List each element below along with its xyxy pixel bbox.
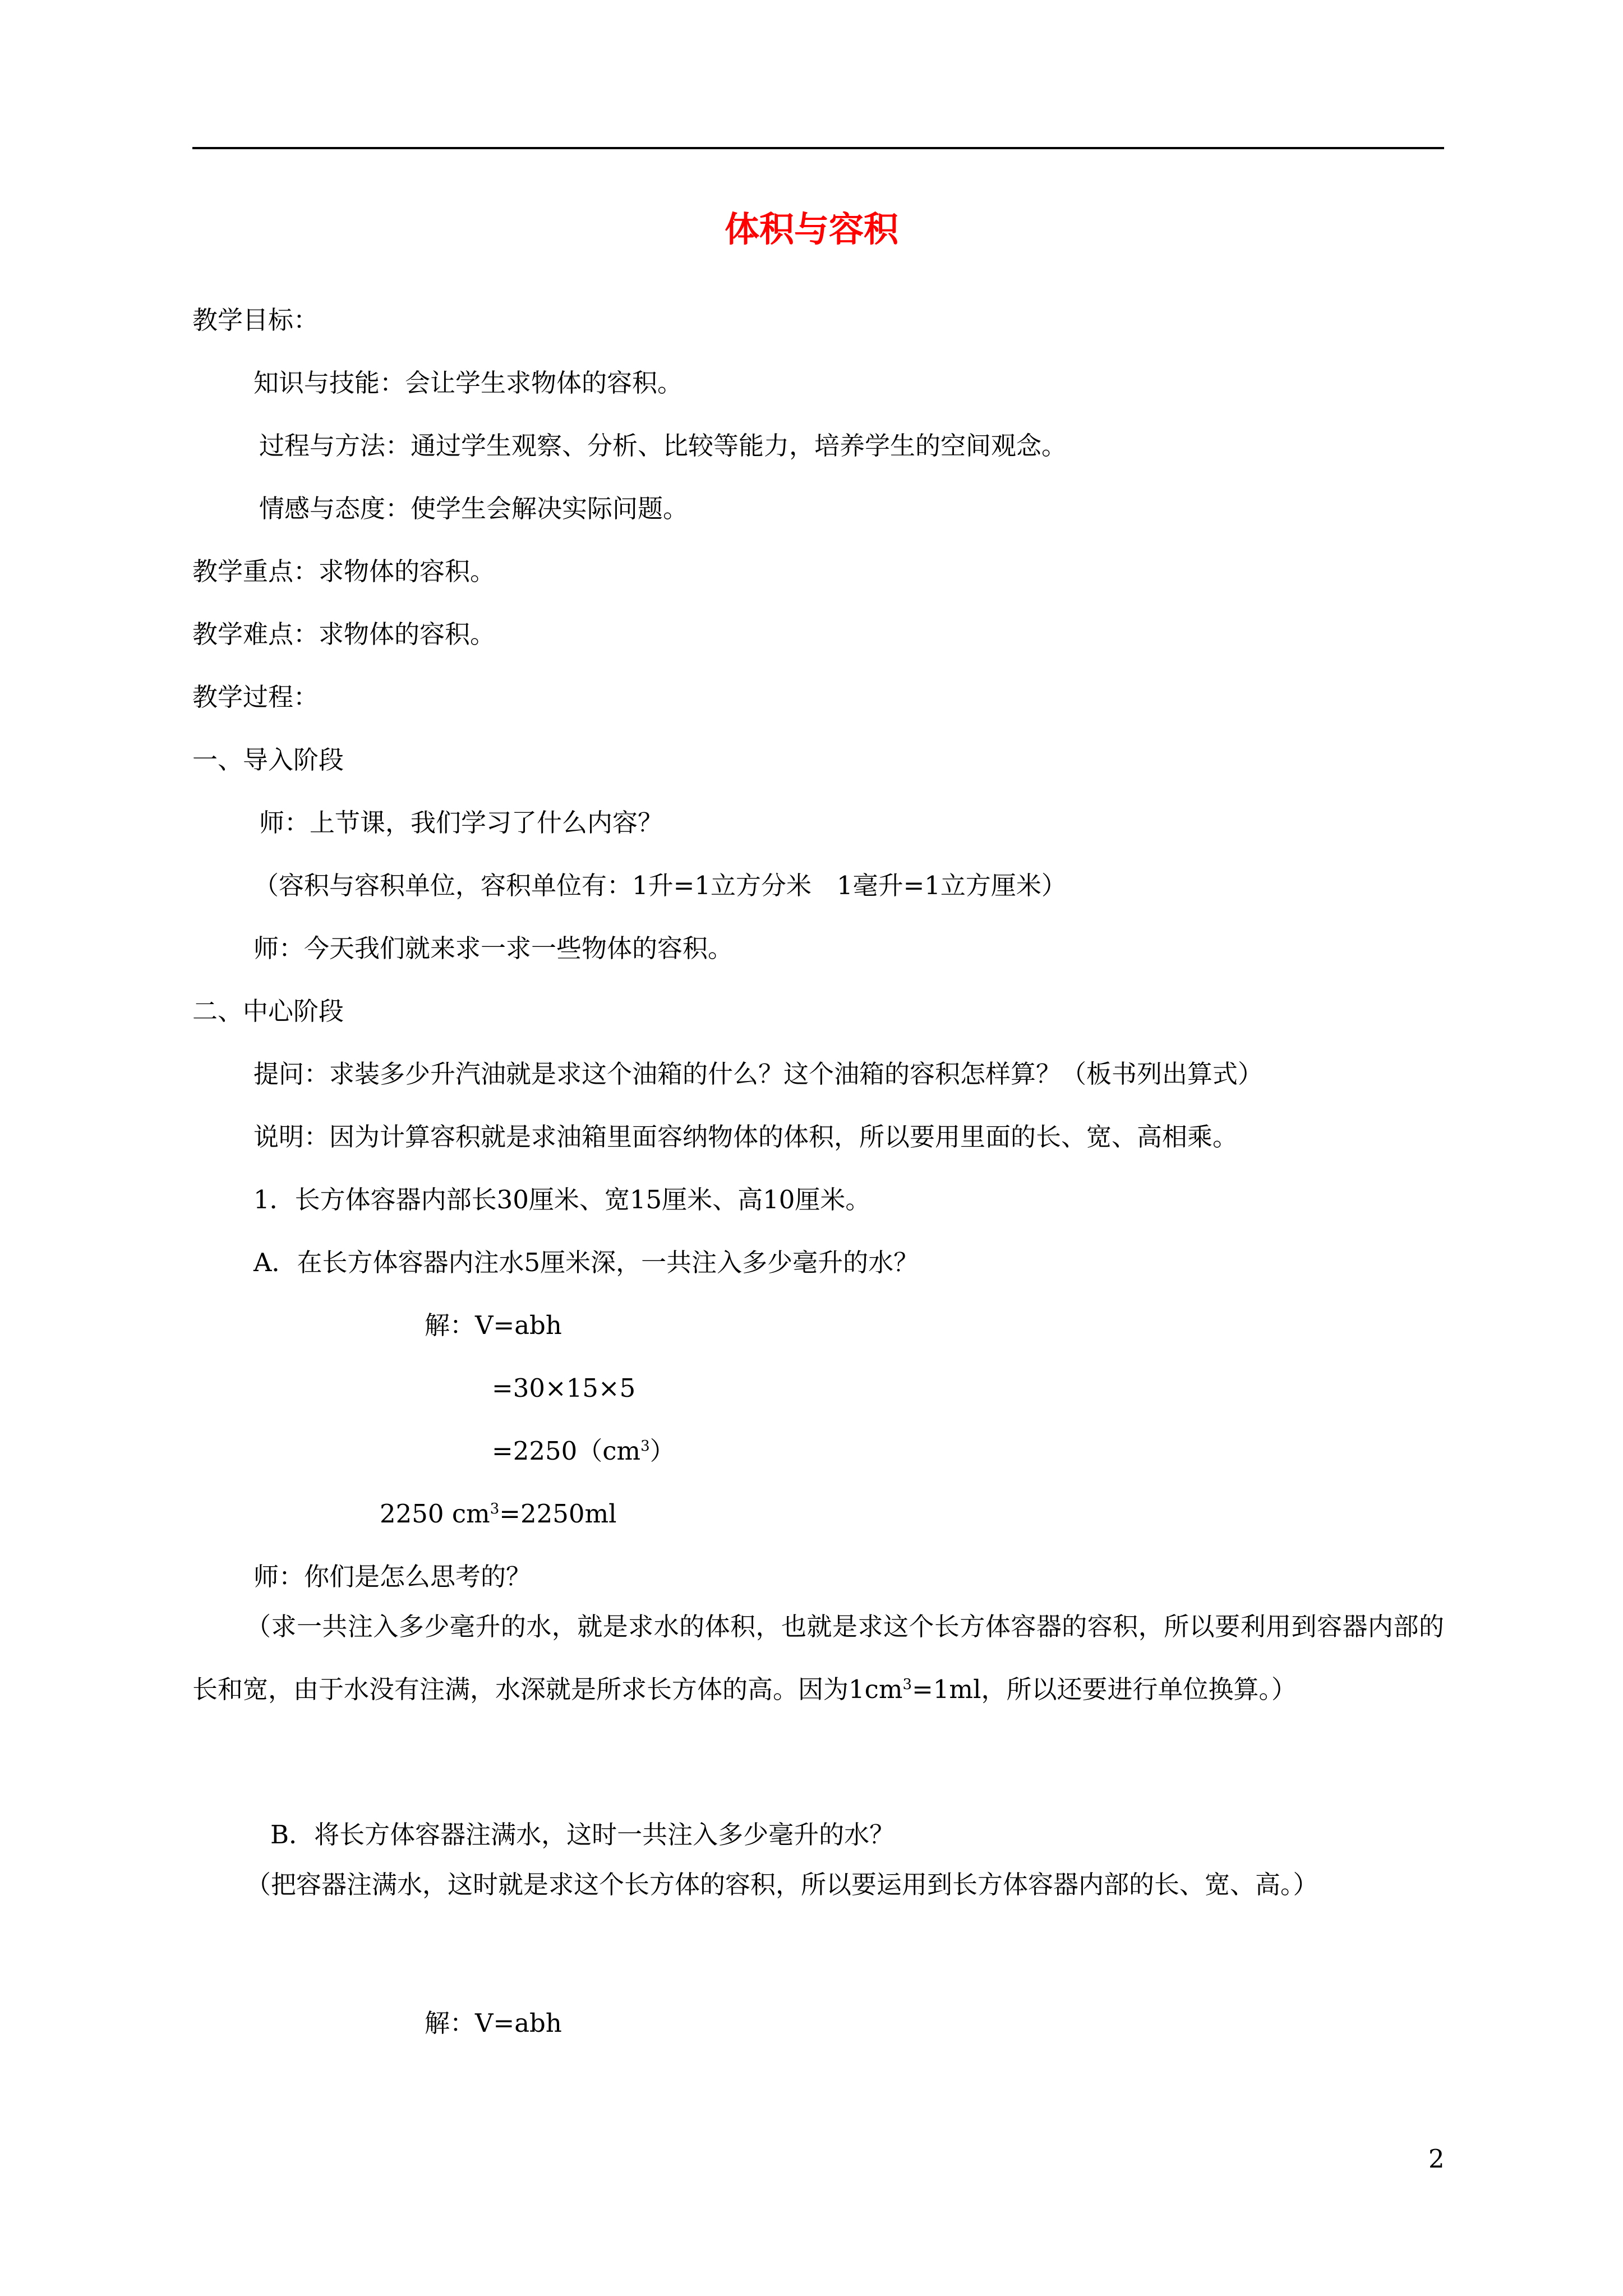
problem-1-a: A．在长方体容器内注水5厘米深，一共注入多少毫升的水？ [253,1248,919,1277]
unit-conversion: 2250 $cm^3=2250ml$ [380,1499,617,1529]
objective-process: 过程与方法：通过学生观察、分析、比较等能力，培养学生的空间观念。 [259,431,1067,461]
process-heading: 教学过程： [192,682,319,712]
objective-knowledge: 知识与技能：会让学生求物体的容积。 [253,368,683,398]
section1-answer: （容积与容积单位，容积单位有：1升=1立方分米 1毫升=1立方厘米） [253,871,1067,900]
problem-1: 1．长方体容器内部长30厘米、宽15厘米、高10厘米。 [253,1185,871,1214]
teacher-think-question: 师：你们是怎么思考的？ [253,1562,532,1591]
difficult-point: 教学难点：求物体的容积。 [192,619,496,649]
problem-1-b: B．将长方体容器注满水，这时一共注入多少毫升的水？ [270,1820,895,1849]
page-number: 2 [1428,2144,1445,2174]
objectives-heading: 教学目标： [192,305,319,335]
objective-emotion: 情感与态度：使学生会解决实际问题。 [259,494,689,523]
think-answer-paragraph: （求一共注入多少毫升的水，就是求水的体积，也就是求这个长方体容器的容积，所以要利用到容器内部的长和宽，由于水没有注满，水深就是所求长方体的高。因为$1cm^3=1ml$，所以还要进行单位换算。） [192,1612,1444,1704]
section1-heading: 一、导入阶段 [192,745,344,775]
header-rule [192,147,1444,149]
section1-teacher-today: 师：今天我们就来求一求一些物体的容积。 [253,933,734,963]
section2-question: 提问：求装多少升汽油就是求这个油箱的什么？这个油箱的容积怎样算？（板书列出算式） [253,1059,1264,1089]
section1-teacher-question: 师：上节课，我们学习了什么内容？ [259,808,663,838]
solution-a-line-1: 解：V=abh [425,1310,562,1340]
section2-explanation: 说明：因为计算容积就是求油箱里面容纳物体的体积，所以要用里面的长、宽、高相乘。 [253,1122,1238,1152]
solution-a-line-2: =30×15×5 [492,1373,636,1403]
page-title: 体积与容积 [724,209,898,250]
key-point: 教学重点：求物体的容积。 [192,556,496,586]
b-explanation-paragraph: （把容器注满水，这时就是求这个长方体的容积，所以要运用到长方体容器内部的长、宽、高。） [246,1870,1318,1899]
section2-heading: 二、中心阶段 [192,996,344,1026]
solution-b-line-1: 解：V=abh [425,2008,562,2038]
solution-a-line-3: $=2250(cm^3)$ [492,1436,675,1466]
